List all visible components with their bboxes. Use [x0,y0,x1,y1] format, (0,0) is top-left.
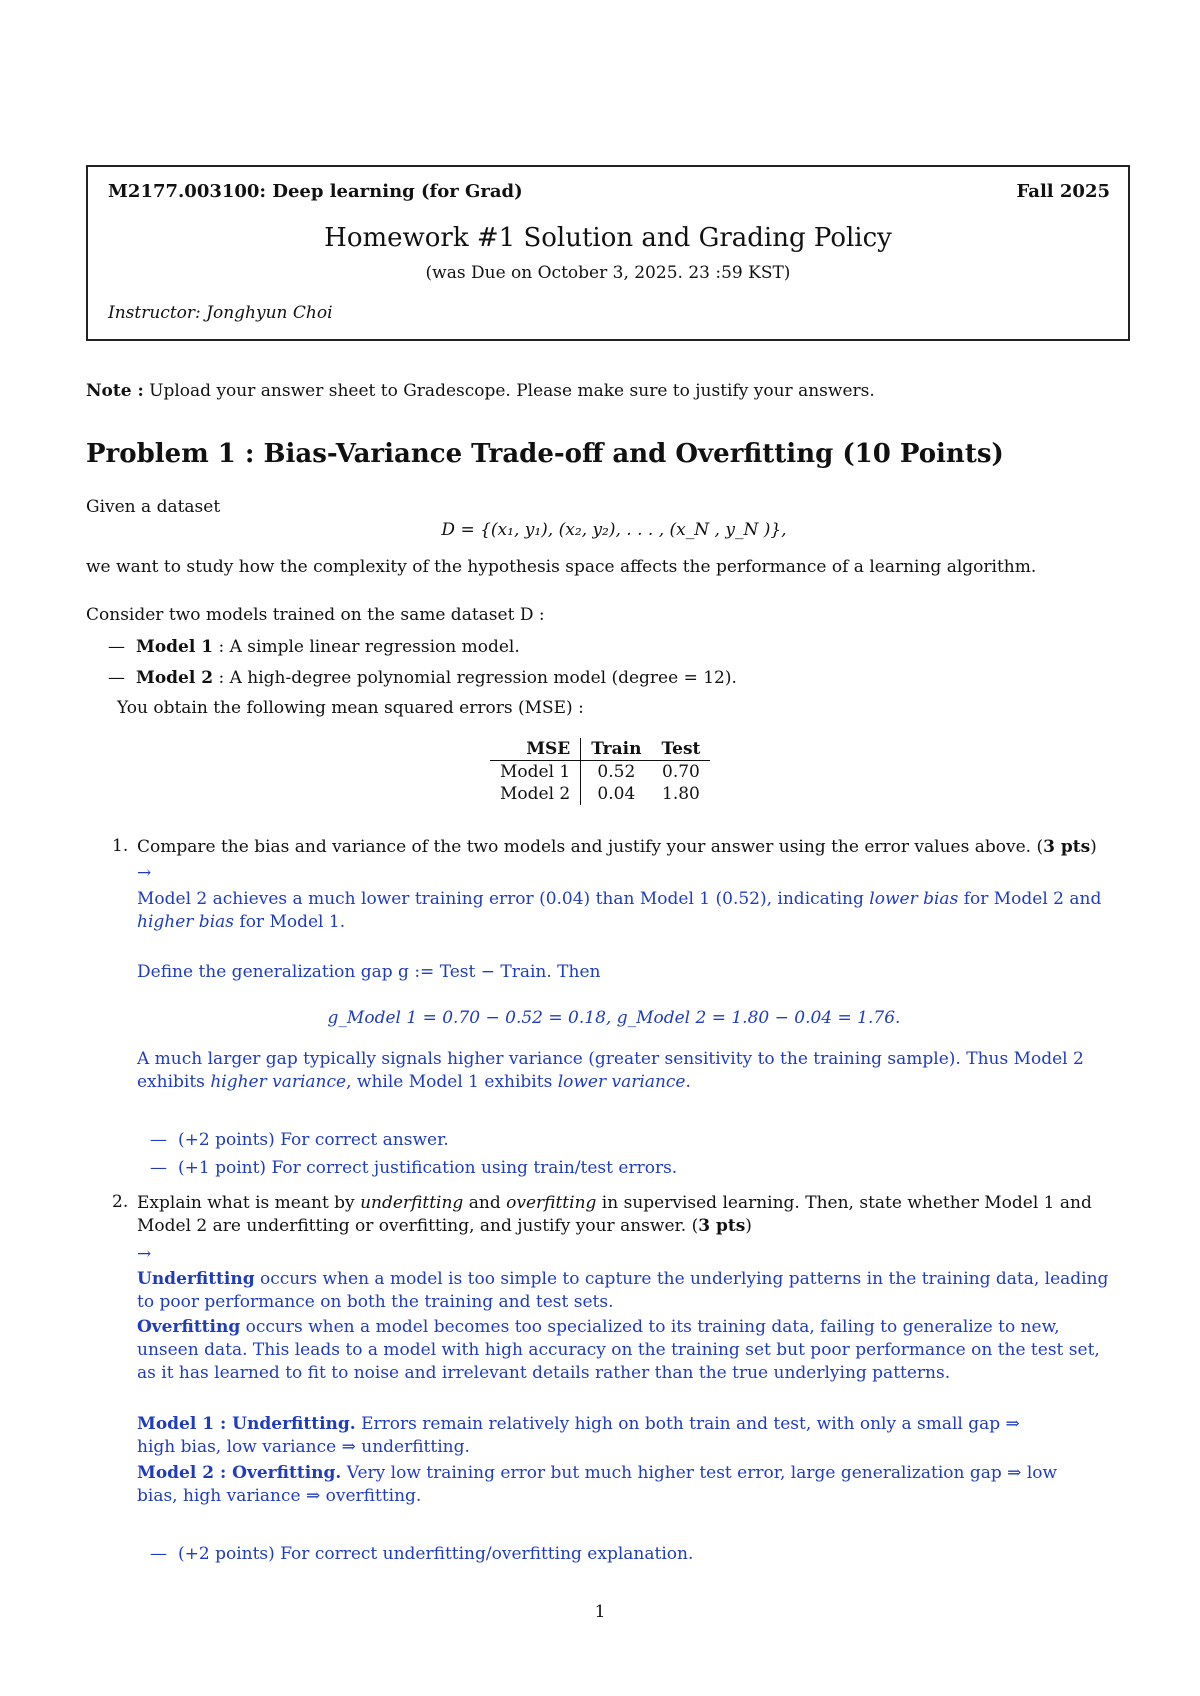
arrow-icon: → [137,1244,152,1264]
table-cell: 1.80 [662,784,700,804]
dash-icon: — [150,1544,167,1564]
overfitting-text-2: unseen data. This leads to a model with high accuracy on the training set but poor performance on the test set, [137,1340,1100,1360]
q1-grading-text: (+1 point) For correct justification using train/test errors. [178,1158,678,1178]
model-1-desc: : A simple linear regression model. [213,637,520,657]
question-2-text [137,1192,1127,1238]
due-date: (was Due on October 3, 2025. 23 :59 KST) [425,263,791,283]
model-1-verdict-label: Model 1 : Underfitting. [137,1414,356,1434]
table-header-cell: MSE [490,738,581,761]
table-header-cell: Train [581,738,652,761]
model-1-item [108,636,520,659]
question-1-number: 1. [112,836,129,856]
gap-equation: g_Model 1 = 0.70 − 0.52 = 0.18, g_Model 2 = 1.80 − 0.04 = 1.76. [327,1008,901,1028]
q1-answer-variance-e: . [685,1072,691,1092]
question-2-e: in supervised learning. Then, state whether Model 1 and [596,1193,1092,1213]
q1-answer-bias-c: for Model 2 and [958,889,1102,909]
semester: Fall 2025 [1016,181,1110,202]
question-2-a: Explain what is meant by [137,1193,361,1213]
model-1-verdict [137,1413,1127,1459]
table-row [490,783,710,805]
q1-answer-variance-d: lower variance [557,1072,686,1092]
table-header-cell: Test [651,738,710,761]
q1-grading-item [150,1157,677,1180]
question-2-line2: Model 2 are underfitting or overfitting, and justify your answer. ( [137,1216,699,1236]
intro-text: we want to study how the complexity of the hypothesis space affects the performance of a learning algorithm. [86,557,1037,577]
model-2-verdict [137,1462,1127,1508]
q1-grading-text: (+2 points) For correct answer. [178,1130,449,1150]
homework-title: Homework #1 Solution and Grading Policy [324,223,892,253]
note [86,380,875,403]
q1-answer-variance-a: exhibits [137,1072,211,1092]
q1-answer-variance-c: , while Model 1 exhibits [346,1072,558,1092]
q2-grading-text: (+2 points) For correct underfitting/overfitting explanation. [178,1544,694,1564]
question-2-number: 2. [112,1192,129,1212]
model-1-label: Model 1 [136,637,214,657]
dash-icon: — [150,1130,167,1150]
overfitting-definition [137,1316,1127,1385]
model-1-verdict-text-1: Errors remain relatively high on both train and test, with only a small gap ⇒ [355,1414,1020,1434]
model-1-verdict-text-2: high bias, low variance ⇒ underfitting. [137,1437,470,1457]
overfitting-text-1: occurs when a model becomes too specialized to its training data, failing to generalize to new, [240,1317,1060,1337]
q2-grading-item [150,1543,693,1566]
model-2-verdict-text-2: bias, high variance ⇒ overfitting. [137,1486,422,1506]
q1-answer-variance-line1: A much larger gap typically signals higher variance (greater sensitivity to the training sample). Thus Model 2 [137,1049,1084,1069]
model-2-verdict-label: Model 2 : Overfitting. [137,1463,342,1483]
q1-answer-bias-a: Model 2 achieves a much lower training error (0.04) than Model 1 (0.52), indicating [137,889,870,909]
question-1-body: Compare the bias and variance of the two models and justify your answer using the error values above. ( [137,837,1044,857]
dash-icon: — [108,668,125,688]
underfitting-text-2: to poor performance on both the training and test sets. [137,1292,614,1312]
underfitting-definition [137,1268,1127,1314]
underfitting-text-1: occurs when a model is too simple to capture the underlying patterns in the training data, leading [254,1269,1109,1289]
model-2-verdict-text-1: Very low training error but much higher test error, large generalization gap ⇒ low [341,1463,1058,1483]
model-2-item [108,667,737,690]
question-2-close: ) [745,1216,752,1236]
course-code: M2177.003100: Deep learning (for Grad) [108,181,523,202]
table-header-row [490,738,710,761]
obtain-text: You obtain the following mean squared errors (MSE) : [117,698,584,718]
instructor: Instructor: Jonghyun Choi [108,303,333,323]
question-1-points: 3 pts [1043,837,1091,857]
table-cell: 0.52 [597,762,636,782]
question-1-text [137,836,1097,859]
dash-icon: — [150,1158,167,1178]
table-cell: 0.04 [597,784,636,804]
arrow-icon: → [137,863,152,883]
q1-answer-bias-d: higher bias [137,912,234,932]
q1-answer-bias-e: for Model 1. [234,912,346,932]
table-cell: Model 1 [490,761,581,784]
dash-icon: — [108,637,125,657]
underfitting-label: Underfitting [137,1269,255,1289]
note-label: Note : [86,381,144,401]
question-2-c: and [463,1193,507,1213]
header-box [86,165,1130,341]
question-1-close: ) [1090,837,1097,857]
question-2-b: underfitting [360,1193,464,1213]
table-cell: Model 2 [490,783,581,805]
table-row [490,761,710,784]
q1-answer-bias [137,888,1127,934]
gap-definition: Define the generalization gap g := Test − Train. Then [137,962,601,982]
overfitting-text-3: as it has learned to fit to noise and irrelevant details rather than the true underlying patterns. [137,1363,951,1383]
q1-answer-bias-b: lower bias [869,889,959,909]
mse-table [490,738,710,805]
question-2-d: overfitting [506,1193,597,1213]
model-2-desc: : A high-degree polynomial regression model (degree = 12). [213,668,737,688]
note-text: Upload your answer sheet to Gradescope. Please make sure to justify your answers. [143,381,875,401]
q1-grading-item [150,1129,449,1152]
problem-title: Problem 1 : Bias-Variance Trade-off and Overfitting (10 Points) [86,439,1004,469]
page-number: 1 [594,1602,606,1622]
overfitting-label: Overfitting [137,1317,241,1337]
consider-text: Consider two models trained on the same dataset D : [86,605,545,625]
given-text: Given a dataset [86,497,221,517]
q1-answer-variance-b: higher variance [210,1072,347,1092]
dataset-equation: D = {(x₁, y₁), (x₂, y₂), . . . , (x_N , y_N )}, [441,520,787,540]
table-cell: 0.70 [662,762,700,782]
model-2-label: Model 2 [136,668,214,688]
q1-answer-variance [137,1048,1127,1094]
question-2-points: 3 pts [698,1216,746,1236]
